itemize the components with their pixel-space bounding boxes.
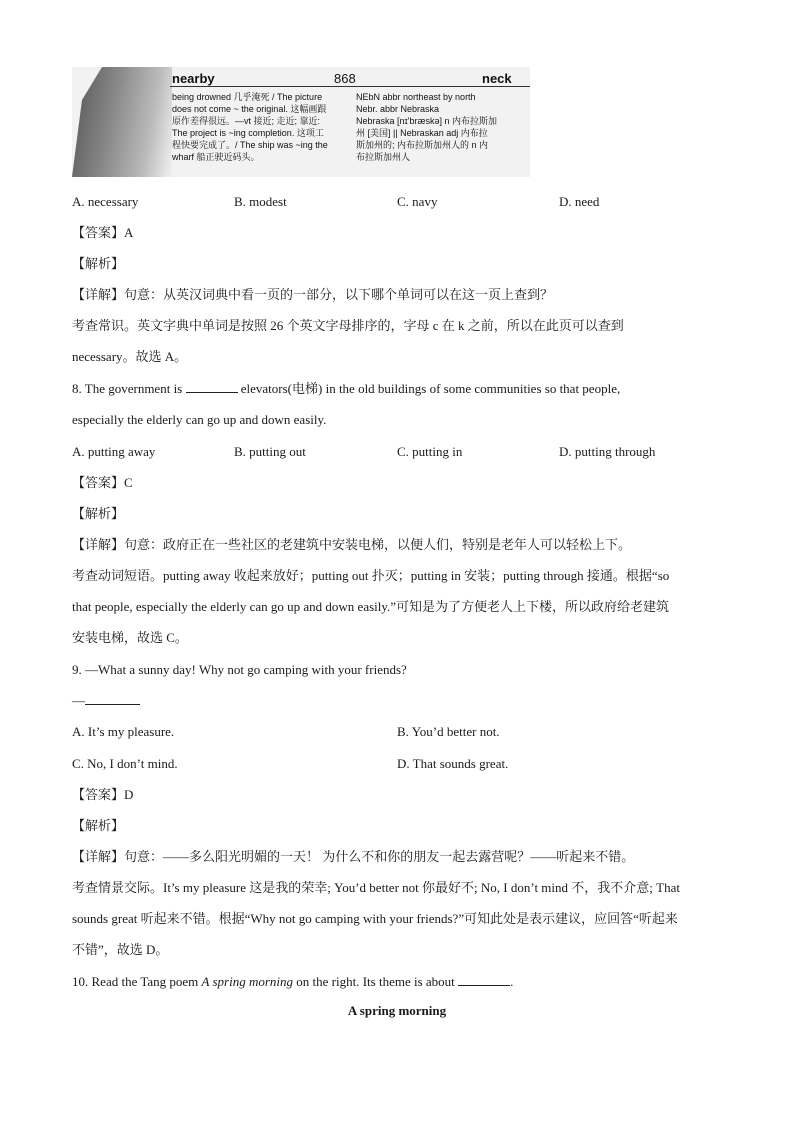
q8-stem: 8. The government is elevators(电梯) in the old buildings of some communities so that people, — [72, 381, 621, 396]
q9-detail-line: sounds great 听起来不错。根据“Why not go camping with your friends?”可知此处是表示建议，应回答“听起来 — [72, 911, 678, 926]
dict-right-line: 州 [美国] || Nebraskan adj 内布拉 — [356, 128, 488, 138]
dict-left-line: 程快要完成了。/ The ship was ~ing the — [172, 140, 328, 150]
q9-detail: 【详解】句意：——多么阳光明媚的一天！ 为什么不和你的朋友一起去露营呢？——听起来不错。 — [72, 849, 635, 865]
dict-right-line: Nebr. abbr Nebraska — [356, 104, 440, 114]
q8-detail-line: that people, especially the elderly can go up and down easily.”可知是为了方便老人上下楼，所以政府给老建筑 — [72, 599, 670, 614]
dict-left-line: wharf 船正驶近码头。 — [172, 152, 260, 162]
dictionary-image — [72, 67, 530, 177]
q8-option-b: B. putting out — [234, 444, 306, 459]
dict-rule — [170, 86, 530, 87]
q7-option-c: C. navy — [397, 194, 438, 209]
q7-option-a: A. necessary — [72, 194, 139, 209]
q7-detail: 【详解】句意：从英汉词典中看一页的一部分，以下哪个单词可以在这一页上查到？ — [72, 287, 554, 303]
q9-answer: 【答案】D — [72, 787, 134, 803]
q8-detail: 【详解】句意：政府正在一些社区的老建筑中安装电梯，以便人们，特别是老年人可以轻松上下。 — [72, 537, 632, 553]
dict-head-right: neck — [482, 71, 512, 86]
q8-detail-line: 考查动词短语。putting away 收起来放好；putting out 扑灭；putting in 安装；putting through 接通。根据“so — [72, 568, 670, 583]
q9-option-d: D. That sounds great. — [397, 756, 509, 771]
q7-detail-line: 考查常识。英文字典中单词是按照 26 个英文字母排序的，字母 c 在 k 之前，所以在此页可以查到 — [72, 318, 624, 333]
q9-analysis-label: 【解析】 — [72, 819, 125, 834]
q9-option-c: C. No, I don’t mind. — [72, 756, 178, 771]
q8-option-c: C. putting in — [397, 444, 463, 459]
q9-blank — [85, 692, 140, 705]
q8-answer: 【答案】C — [72, 475, 133, 491]
q9-option-b: B. You’d better not. — [397, 724, 500, 739]
q8-blank — [186, 380, 238, 393]
q10-stem: 10. Read the Tang poem A spring morning on the right. Its theme is about . — [72, 974, 514, 989]
poem-title-italic: A spring morning — [201, 974, 294, 989]
q7-answer: 【答案】A — [72, 225, 134, 241]
q7-option-b: B. modest — [234, 194, 287, 209]
q7-detail-line: necessary。故选 A。 — [72, 349, 188, 364]
q7-option-d: D. need — [559, 194, 600, 209]
q9-stem: 9. —What a sunny day! Why not go camping with your friends? — [72, 662, 407, 677]
dict-left-line: being drowned 几乎淹死 / The picture — [172, 92, 323, 102]
q10-blank — [458, 973, 510, 986]
poem-title: A spring morning — [347, 1003, 447, 1018]
q8-detail-line: 安装电梯，故选 C。 — [72, 630, 188, 645]
dict-right-line: Nebraska [nɪ'bræskə] n 内布拉斯加 — [356, 116, 497, 126]
dict-head-left: nearby — [172, 71, 215, 86]
q8-stem-line: especially the elderly can go up and down easily. — [72, 412, 327, 427]
q8-option-a: A. putting away — [72, 444, 156, 459]
dict-page-number: 868 — [334, 71, 356, 86]
page-shadow — [72, 67, 172, 177]
dict-left-line: The project is ~ing completion. 这项工 — [172, 128, 324, 138]
dict-left-line: does not come ~ the original. 这幅画跟 — [172, 104, 327, 114]
q9-detail-line: 不错”，故选 D。 — [72, 942, 169, 957]
q8-analysis-label: 【解析】 — [72, 507, 125, 522]
q9-option-a: A. It’s my pleasure. — [72, 724, 175, 739]
dict-right-line: NEbN abbr northeast by north — [356, 92, 476, 102]
dict-left-line: 原作差得很远。—vt 接近; 走近; 靠近: — [172, 116, 321, 126]
q9-detail-line: 考查情景交际。It’s my pleasure 这是我的荣幸; You’d better not 你最好不; No, I don’t mind 不，我不介意; That — [72, 880, 680, 895]
q8-option-d: D. putting through — [559, 444, 656, 459]
q7-analysis-label: 【解析】 — [72, 257, 125, 272]
dict-right-line: 斯加州的; 内布拉斯加州人的 n 内 — [356, 140, 489, 150]
dict-right-line: 布拉斯加州人 — [356, 152, 411, 162]
q9-response: — — [72, 691, 140, 711]
